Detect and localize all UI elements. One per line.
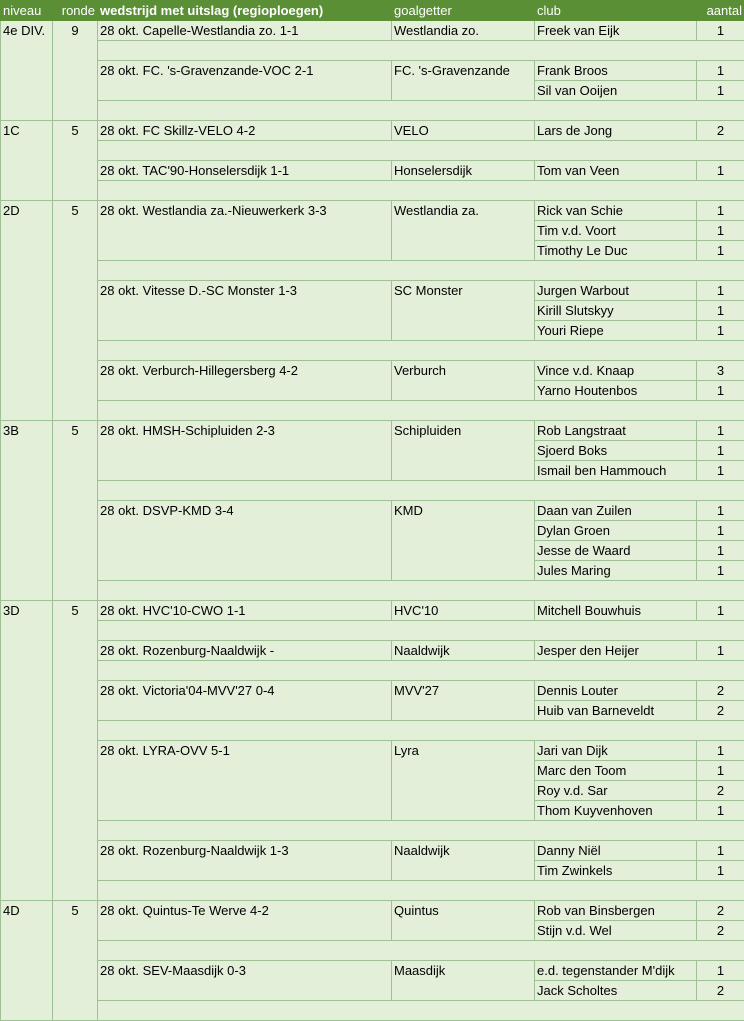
club-cell[interactable]: Westlandia za. (392, 201, 535, 261)
count-cell[interactable]: 1 (697, 381, 744, 401)
niveau-cell[interactable]: 2D (1, 201, 53, 421)
match-cell[interactable]: 28 okt. Rozenburg-Naaldwijk - (98, 641, 392, 661)
count-cell[interactable]: 1 (697, 321, 744, 341)
club-cell[interactable]: Lyra (392, 741, 535, 821)
empty-cell[interactable] (98, 581, 744, 601)
match-cell[interactable]: 28 okt. FC. 's-Gravenzande-VOC 2-1 (98, 61, 392, 101)
count-cell[interactable]: 1 (697, 541, 744, 561)
count-cell[interactable]: 1 (697, 461, 744, 481)
table-row (1, 901, 744, 921)
ronde-cell[interactable]: 5 (53, 201, 98, 421)
scorer-cell[interactable]: Mitchell Bouwhuis (535, 601, 697, 621)
scorer-cell[interactable]: Rick van Schie (535, 201, 697, 221)
niveau-cell[interactable]: 3B (1, 421, 53, 601)
count-cell[interactable]: 3 (697, 361, 744, 381)
count-cell[interactable]: 2 (697, 921, 744, 941)
scorer-cell[interactable]: e.d. tegenstander M'dijk (535, 961, 697, 981)
count-cell[interactable]: 1 (697, 161, 744, 181)
match-cell[interactable]: 28 okt. DSVP-KMD 3-4 (98, 501, 392, 581)
count-cell[interactable]: 1 (697, 301, 744, 321)
scorer-cell[interactable]: Freek van Eijk (535, 21, 697, 41)
club-cell[interactable]: Maasdijk (392, 961, 535, 1001)
empty-cell[interactable] (98, 1001, 744, 1021)
header-niveau[interactable]: niveau (1, 1, 53, 21)
header-goalgetter[interactable]: goalgetter (392, 1, 535, 21)
scorer-cell[interactable]: Stijn v.d. Wel (535, 921, 697, 941)
match-cell[interactable]: 28 okt. Westlandia za.-Nieuwerkerk 3-3 (98, 201, 392, 261)
header-aantal[interactable]: aantal (697, 1, 744, 21)
separator-row (1, 581, 744, 601)
separator-row (1, 621, 744, 641)
empty-cell[interactable] (98, 481, 744, 501)
scorer-cell[interactable]: Kirill Slutskyy (535, 301, 697, 321)
table-row (1, 61, 744, 81)
count-cell[interactable]: 2 (697, 901, 744, 921)
empty-cell[interactable] (98, 101, 744, 121)
count-cell[interactable]: 1 (697, 961, 744, 981)
table-row (1, 841, 744, 861)
club-cell[interactable]: Westlandia zo. (392, 21, 535, 41)
ronde-cell[interactable]: 5 (53, 601, 98, 901)
match-cell[interactable]: 28 okt. Victoria'04-MVV'27 0-4 (98, 681, 392, 721)
club-cell[interactable]: HVC'10 (392, 601, 535, 621)
table-row (1, 501, 744, 521)
match-cell[interactable]: 28 okt. Capelle-Westlandia zo. 1-1 (98, 21, 392, 41)
empty-cell[interactable] (98, 141, 744, 161)
ronde-cell[interactable]: 5 (53, 121, 98, 201)
count-cell[interactable]: 1 (697, 201, 744, 221)
table-row (1, 21, 744, 41)
table-row (1, 201, 744, 221)
count-cell[interactable]: 2 (697, 121, 744, 141)
empty-cell[interactable] (98, 661, 744, 681)
scorer-cell[interactable]: Jari van Dijk (535, 741, 697, 761)
count-cell[interactable]: 1 (697, 61, 744, 81)
club-cell[interactable]: Verburch (392, 361, 535, 401)
table-row (1, 681, 744, 701)
match-cell[interactable]: 28 okt. Quintus-Te Werve 4-2 (98, 901, 392, 941)
match-cell[interactable]: 28 okt. Vitesse D.-SC Monster 1-3 (98, 281, 392, 341)
empty-cell[interactable] (98, 181, 744, 201)
count-cell[interactable]: 1 (697, 81, 744, 101)
separator-row (1, 661, 744, 681)
empty-cell[interactable] (98, 821, 744, 841)
scorer-cell[interactable]: Jurgen Warbout (535, 281, 697, 301)
scorer-cell[interactable]: Tom van Veen (535, 161, 697, 181)
club-cell[interactable]: Naaldwijk (392, 641, 535, 661)
scorer-cell[interactable]: Frank Broos (535, 61, 697, 81)
count-cell[interactable]: 1 (697, 741, 744, 761)
separator-row (1, 821, 744, 841)
count-cell[interactable]: 1 (697, 801, 744, 821)
match-cell[interactable]: 28 okt. SEV-Maasdijk 0-3 (98, 961, 392, 1001)
scorer-cell[interactable]: Vince v.d. Knaap (535, 361, 697, 381)
count-cell[interactable]: 1 (697, 561, 744, 581)
separator-row (1, 941, 744, 961)
scorer-cell[interactable]: Yarno Houtenbos (535, 381, 697, 401)
count-cell[interactable]: 1 (697, 841, 744, 861)
scorer-cell[interactable]: Ismail ben Hammouch (535, 461, 697, 481)
club-cell[interactable]: Quintus (392, 901, 535, 941)
scorer-cell[interactable]: Sjoerd Boks (535, 441, 697, 461)
club-cell[interactable]: SC Monster (392, 281, 535, 341)
separator-row (1, 181, 744, 201)
count-cell[interactable]: 2 (697, 701, 744, 721)
niveau-cell[interactable]: 4e DIV. (1, 21, 53, 121)
header-row (1, 1, 744, 21)
club-cell[interactable]: VELO (392, 121, 535, 141)
table-row (1, 741, 744, 761)
ronde-cell[interactable]: 5 (53, 421, 98, 601)
scorer-cell[interactable]: Jack Scholtes (535, 981, 697, 1001)
table-row (1, 121, 744, 141)
match-cell[interactable]: 28 okt. Rozenburg-Naaldwijk 1-3 (98, 841, 392, 881)
table-row (1, 601, 744, 621)
empty-cell[interactable] (98, 401, 744, 421)
header-wedstrijd[interactable]: wedstrijd met uitslag (regioploegen) (98, 1, 392, 21)
club-cell[interactable]: Honselersdijk (392, 161, 535, 181)
table-row (1, 421, 744, 441)
scorer-cell[interactable]: Rob van Binsbergen (535, 901, 697, 921)
scorer-cell[interactable]: Roy v.d. Sar (535, 781, 697, 801)
empty-cell[interactable] (98, 941, 744, 961)
club-cell[interactable]: Schipluiden (392, 421, 535, 481)
match-cell[interactable]: 28 okt. HMSH-Schipluiden 2-3 (98, 421, 392, 481)
scorer-cell[interactable]: Thom Kuyvenhoven (535, 801, 697, 821)
empty-cell[interactable] (98, 621, 744, 641)
club-cell[interactable]: MVV'27 (392, 681, 535, 721)
scorer-cell[interactable]: Sil van Ooijen (535, 81, 697, 101)
separator-row (1, 141, 744, 161)
scorer-cell[interactable]: Lars de Jong (535, 121, 697, 141)
match-cell[interactable]: 28 okt. LYRA-OVV 5-1 (98, 741, 392, 821)
table-body (1, 21, 744, 1021)
header-club[interactable]: club (535, 1, 697, 21)
match-cell[interactable]: 28 okt. HVC'10-CWO 1-1 (98, 601, 392, 621)
empty-cell[interactable] (98, 261, 744, 281)
table-row (1, 641, 744, 661)
table-row (1, 961, 744, 981)
club-cell[interactable]: FC. 's-Gravenzande (392, 61, 535, 101)
ronde-cell[interactable]: 9 (53, 21, 98, 121)
separator-row (1, 101, 744, 121)
count-cell[interactable]: 2 (697, 781, 744, 801)
empty-cell[interactable] (98, 881, 744, 901)
separator-row (1, 881, 744, 901)
count-cell[interactable]: 1 (697, 521, 744, 541)
niveau-cell[interactable]: 1C (1, 121, 53, 201)
separator-row (1, 401, 744, 421)
separator-row (1, 1001, 744, 1021)
table-row (1, 161, 744, 181)
count-cell[interactable]: 1 (697, 221, 744, 241)
table-row (1, 361, 744, 381)
separator-row (1, 341, 744, 361)
club-cell[interactable]: Naaldwijk (392, 841, 535, 881)
count-cell[interactable]: 1 (697, 761, 744, 781)
count-cell[interactable]: 1 (697, 441, 744, 461)
match-cell[interactable]: 28 okt. Verburch-Hillegersberg 4-2 (98, 361, 392, 401)
scorer-cell[interactable]: Danny Niël (535, 841, 697, 861)
scorer-cell[interactable]: Dylan Groen (535, 521, 697, 541)
count-cell[interactable]: 2 (697, 981, 744, 1001)
count-cell[interactable]: 1 (697, 241, 744, 261)
count-cell[interactable]: 1 (697, 501, 744, 521)
scorer-cell[interactable]: Youri Riepe (535, 321, 697, 341)
scorer-cell[interactable]: Marc den Toom (535, 761, 697, 781)
club-cell[interactable]: KMD (392, 501, 535, 581)
empty-cell[interactable] (98, 721, 744, 741)
scorer-cell[interactable]: Dennis Louter (535, 681, 697, 701)
count-cell[interactable]: 1 (697, 861, 744, 881)
count-cell[interactable]: 1 (697, 21, 744, 41)
niveau-cell[interactable]: 3D (1, 601, 53, 901)
scorer-cell[interactable]: Timothy Le Duc (535, 241, 697, 261)
scorer-cell[interactable]: Daan van Zuilen (535, 501, 697, 521)
match-cell[interactable]: 28 okt. FC Skillz-VELO 4-2 (98, 121, 392, 141)
scorer-cell[interactable]: Huib van Barneveldt (535, 701, 697, 721)
scorer-cell[interactable]: Rob Langstraat (535, 421, 697, 441)
scorer-cell[interactable]: Tim v.d. Voort (535, 221, 697, 241)
niveau-cell[interactable]: 4D (1, 901, 53, 1021)
count-cell[interactable]: 1 (697, 641, 744, 661)
separator-row (1, 261, 744, 281)
ronde-cell[interactable]: 5 (53, 901, 98, 1021)
empty-cell[interactable] (98, 341, 744, 361)
count-cell[interactable]: 1 (697, 281, 744, 301)
count-cell[interactable]: 1 (697, 601, 744, 621)
table-row (1, 281, 744, 301)
empty-cell[interactable] (98, 41, 744, 61)
scorer-cell[interactable]: Jesse de Waard (535, 541, 697, 561)
scorer-cell[interactable]: Jules Maring (535, 561, 697, 581)
separator-row (1, 41, 744, 61)
count-cell[interactable]: 2 (697, 681, 744, 701)
separator-row (1, 481, 744, 501)
separator-row (1, 721, 744, 741)
scorer-cell[interactable]: Tim Zwinkels (535, 861, 697, 881)
match-cell[interactable]: 28 okt. TAC'90-Honselersdijk 1-1 (98, 161, 392, 181)
scorer-cell[interactable]: Jesper den Heijer (535, 641, 697, 661)
count-cell[interactable]: 1 (697, 421, 744, 441)
header-ronde[interactable]: ronde (53, 1, 98, 21)
